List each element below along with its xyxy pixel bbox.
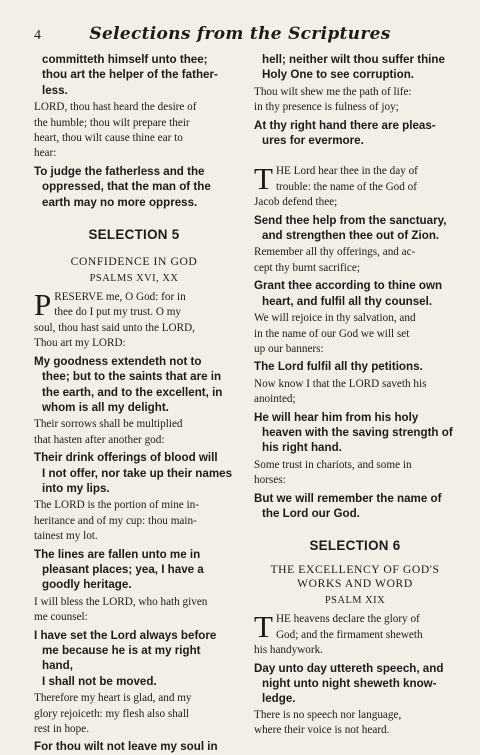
verse-bold: But we will remember the name of the Lord our God. (254, 491, 442, 520)
verse-bold: To judge the fatherless and the oppressed, that the man of the earth may no more oppress. (34, 164, 211, 209)
running-title: Selections from the Scriptures (89, 24, 391, 44)
verse-bold: committeth himself unto thee; thou art the helper of the father- less. (42, 53, 218, 97)
selection-5-header (34, 227, 234, 284)
verse-regular: PRESERVE me, O God: for in thee do I put my trust. O my soul, thou hast said unto the LORD, Thou art my LORD: (34, 287, 195, 350)
page-header (34, 26, 446, 48)
verse-bold: He will hear him from his holy heaven with the saving strength of his right hand. (254, 410, 453, 455)
section-title: CONFIDENCE IN GOD (70, 255, 198, 269)
drop-cap: P (34, 287, 52, 323)
verse-regular: Thou wilt shew me the path of life: in thy presence is fulness of joy; (254, 85, 412, 114)
right-column (254, 52, 456, 739)
verse-regular: Now know I that the LORD saveth his anointed; (254, 377, 427, 406)
section-heading: SELECTION 5 (88, 227, 180, 243)
verse-bold: For thou wilt not leave my soul in (34, 740, 218, 754)
section-title: THE EXCELLENCY OF GOD'S WORKS AND WORD (270, 563, 440, 591)
verse-regular: Some trust in chariots, and some in horses: (254, 458, 412, 487)
verse-bold: The Lord fulfil all thy petitions. (254, 360, 423, 374)
verse-regular: There is no speech nor language, where their voice is not heard. (254, 708, 402, 737)
selection-6-header (254, 538, 456, 606)
verse-regular: Their sorrows shall be multiplied that hasten after another god: (34, 418, 183, 446)
verse-regular: LORD, thou hast heard the desire of the humble; thou wilt prepare their heart, thou wilt cause thine ear to hear: (34, 101, 197, 160)
verse-bold: Send thee help from the sanctuary, and strengthen thee out of Zion. (254, 213, 447, 243)
verse-regular: We will rejoice in thy salvation, and in the name of our God we will set up our banners: (254, 312, 416, 355)
verse-regular: Therefore my heart is glad, and my glory rejoiceth: my flesh also shall rest in hope. (34, 692, 192, 736)
verse-regular: THE Lord hear thee in the day of trouble: the name of the God of Jacob defend thee; (254, 161, 418, 209)
verse-bold: At thy right hand there are pleas- ures for evermore. (254, 118, 436, 148)
scripture-reference: PSALM XIX (324, 595, 386, 607)
verse-regular: Remember all thy offerings, and ac- cept thy burnt sacrifice; (254, 246, 416, 274)
drop-cap: T (254, 161, 273, 197)
verse-bold: hell; neither wilt thou suffer thine Holy One to see corruption. (262, 53, 445, 82)
verse-bold: Their drink offerings of blood will I not offer, nor take up their names into my lips. (34, 451, 233, 495)
scripture-reference: PSALMS XVI, XX (89, 273, 179, 285)
verse-regular: I will bless the LORD, who hath given me counsel: (34, 595, 208, 624)
verse-bold: I have set the Lord always before me because he is at my right hand, I shall not be moved. (34, 628, 217, 688)
verse-regular: The LORD is the portion of mine in- heritance and of my cup: thou main- tainest my lot. (34, 499, 199, 543)
verse-bold: The lines are fallen unto me in pleasant places; yea, I have a goodly heritage. (34, 547, 204, 592)
verse-bold: Day unto day uttereth speech, and night unto night sheweth know- ledge. (254, 661, 444, 706)
left-column (34, 52, 234, 755)
section-heading: SELECTION 6 (309, 538, 401, 554)
page-number: 4 (34, 28, 41, 43)
verse-regular: THE heavens declare the glory of God; and the firmament sheweth his handywork. (254, 609, 423, 657)
drop-cap: T (254, 609, 273, 645)
verse-bold: My goodness extendeth not to thee; but to the saints that are in the earth, and to the excellent, in whom is all my delight. (34, 354, 223, 414)
verse-bold: Grant thee according to thine own heart, and fulfil all thy counsel. (254, 279, 443, 308)
